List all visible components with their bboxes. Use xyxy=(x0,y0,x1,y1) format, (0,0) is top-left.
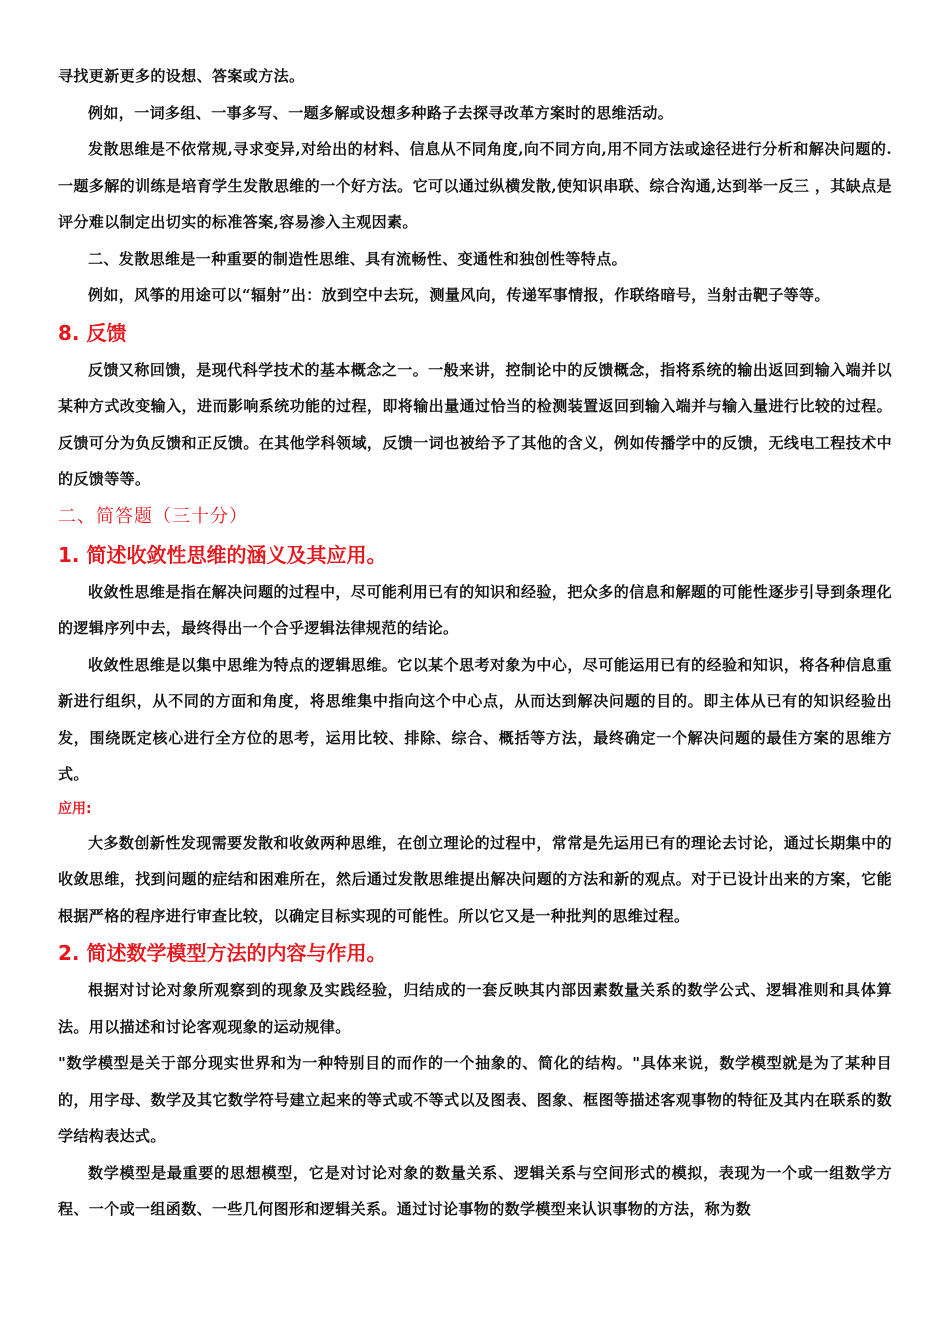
heading-short-answer: 二、简答题（三十分） xyxy=(58,505,248,527)
label-application: 应用: xyxy=(58,800,92,817)
paragraph-convergent-application: 大多数创新性发现需要发散和收敛两种思维，在创立理论的过程中，常常是先运用已有的理论去讨论，通过长期集中的收敛思维，找到问题的症结和困难所在，然后通过发散思维提出解决问题的方法和新的观点。对于已设计出来的方案，它能根据严格的程序进行审查比较，以确定目标实现的可能性。所以它又是一种批判的思维过程。 xyxy=(58,833,892,925)
heading-question-1: 1. 简述收敛性思维的涵义及其应用。 xyxy=(58,542,387,567)
paragraph-kite-example: 例如，风筝的用途可以“辐射”出：放到空中去玩，测量风向，传递军事情报，作联络暗号，当射击靶子等等。 xyxy=(88,286,830,304)
paragraph-convergent-logic: 收敛性思维是以集中思维为特点的逻辑思维。它以某个思考对象为中心，尽可能运用已有的经验和知识，将各种信息重新进行组织，从不同的方面和角度，将思维集中指向这个中心点，从而达到解决问题的目的。即主体从已有的知识经验出发，围绕既定核心进行全方位的思考，运用比较、排除、综合、概括等方法，最终确定一个解决问题的最佳方案的思维方式。 xyxy=(58,655,892,783)
paragraph-divergent-features: 二、发散思维是一种重要的制造性思维、具有流畅性、变通性和独创性等特点。 xyxy=(88,249,628,268)
paragraph-math-model-thought: 数学模型是最重要的思想模型，它是对讨论对象的数量关系、逻辑关系与空间形式的模拟，表现为一个或一组数学方程、一个或一组函数、一些几何图形和逻辑关系。通过讨论事物的数学模型来认识事物的方法，称为数 xyxy=(58,1163,892,1218)
paragraph-convergent-definition: 收敛性思维是指在解决问题的过程中，尽可能利用已有的知识和经验，把众多的信息和解题的可能性逐步引导到条理化的逻辑序列中去，最终得出一个合乎逻辑法律规范的结论。 xyxy=(58,582,892,637)
paragraph-math-model-quote: "数学模型是关于部分现实世界和为一种特别目的而作的一个抽象的、简化的结构。"具体来说，数学模型就是为了某种目的，用字母、数学及其它数学符号建立起来的等式或不等式以及图表、图象、框图等描述客观事物的特征及其内在联系的数学结构表达式。 xyxy=(58,1054,892,1145)
heading-question-2: 2. 简述数学模型方法的内容与作用。 xyxy=(58,941,387,965)
paragraph-math-model-definition: 根据对讨论对象所观察到的现象及实践经验，归结成的一套反映其内部因素数量关系的数学公式、逻辑准则和具体算法。用以描述和讨论客观现象的运动规律。 xyxy=(58,981,892,1036)
heading-feedback: 8. 反馈 xyxy=(58,320,127,345)
paragraph-continuation: 寻找更新更多的设想、答案或方法。 xyxy=(58,67,305,85)
paragraph-divergent-definition: 发散思维是不依常规,寻求变异,对给出的材料、信息从不同角度,向不同方向,用不同方法或途径进行分析和解决问题的.一题多解的训练是培育学生发散思维的一个好方法。它可以通过纵横发散,使知识串联、综合沟通,达到举一反三 ，其缺点是评分难以制定出切实的标准答案,容易渗入主观因素。 xyxy=(58,140,892,231)
paragraph-example-multi: 例如，一词多组、一事多写、一题多解或设想多种路子去探寻改革方案时的思维活动。 xyxy=(88,103,674,122)
paragraph-feedback: 反馈又称回馈，是现代科学技术的基本概念之一。一般来讲，控制论中的反馈概念，指将系统的输出返回到输入端并以某种方式改变输入，进而影响系统功能的过程，即将输出量通过恰当的检测装置返回到输入端并与输入量进行比较的过程。反馈可分为负反馈和正反馈。在其他学科领域，反馈一词也被给予了其他的含义，例如传播学中的反馈，无线电工程技术中的反馈等等。 xyxy=(58,360,892,488)
